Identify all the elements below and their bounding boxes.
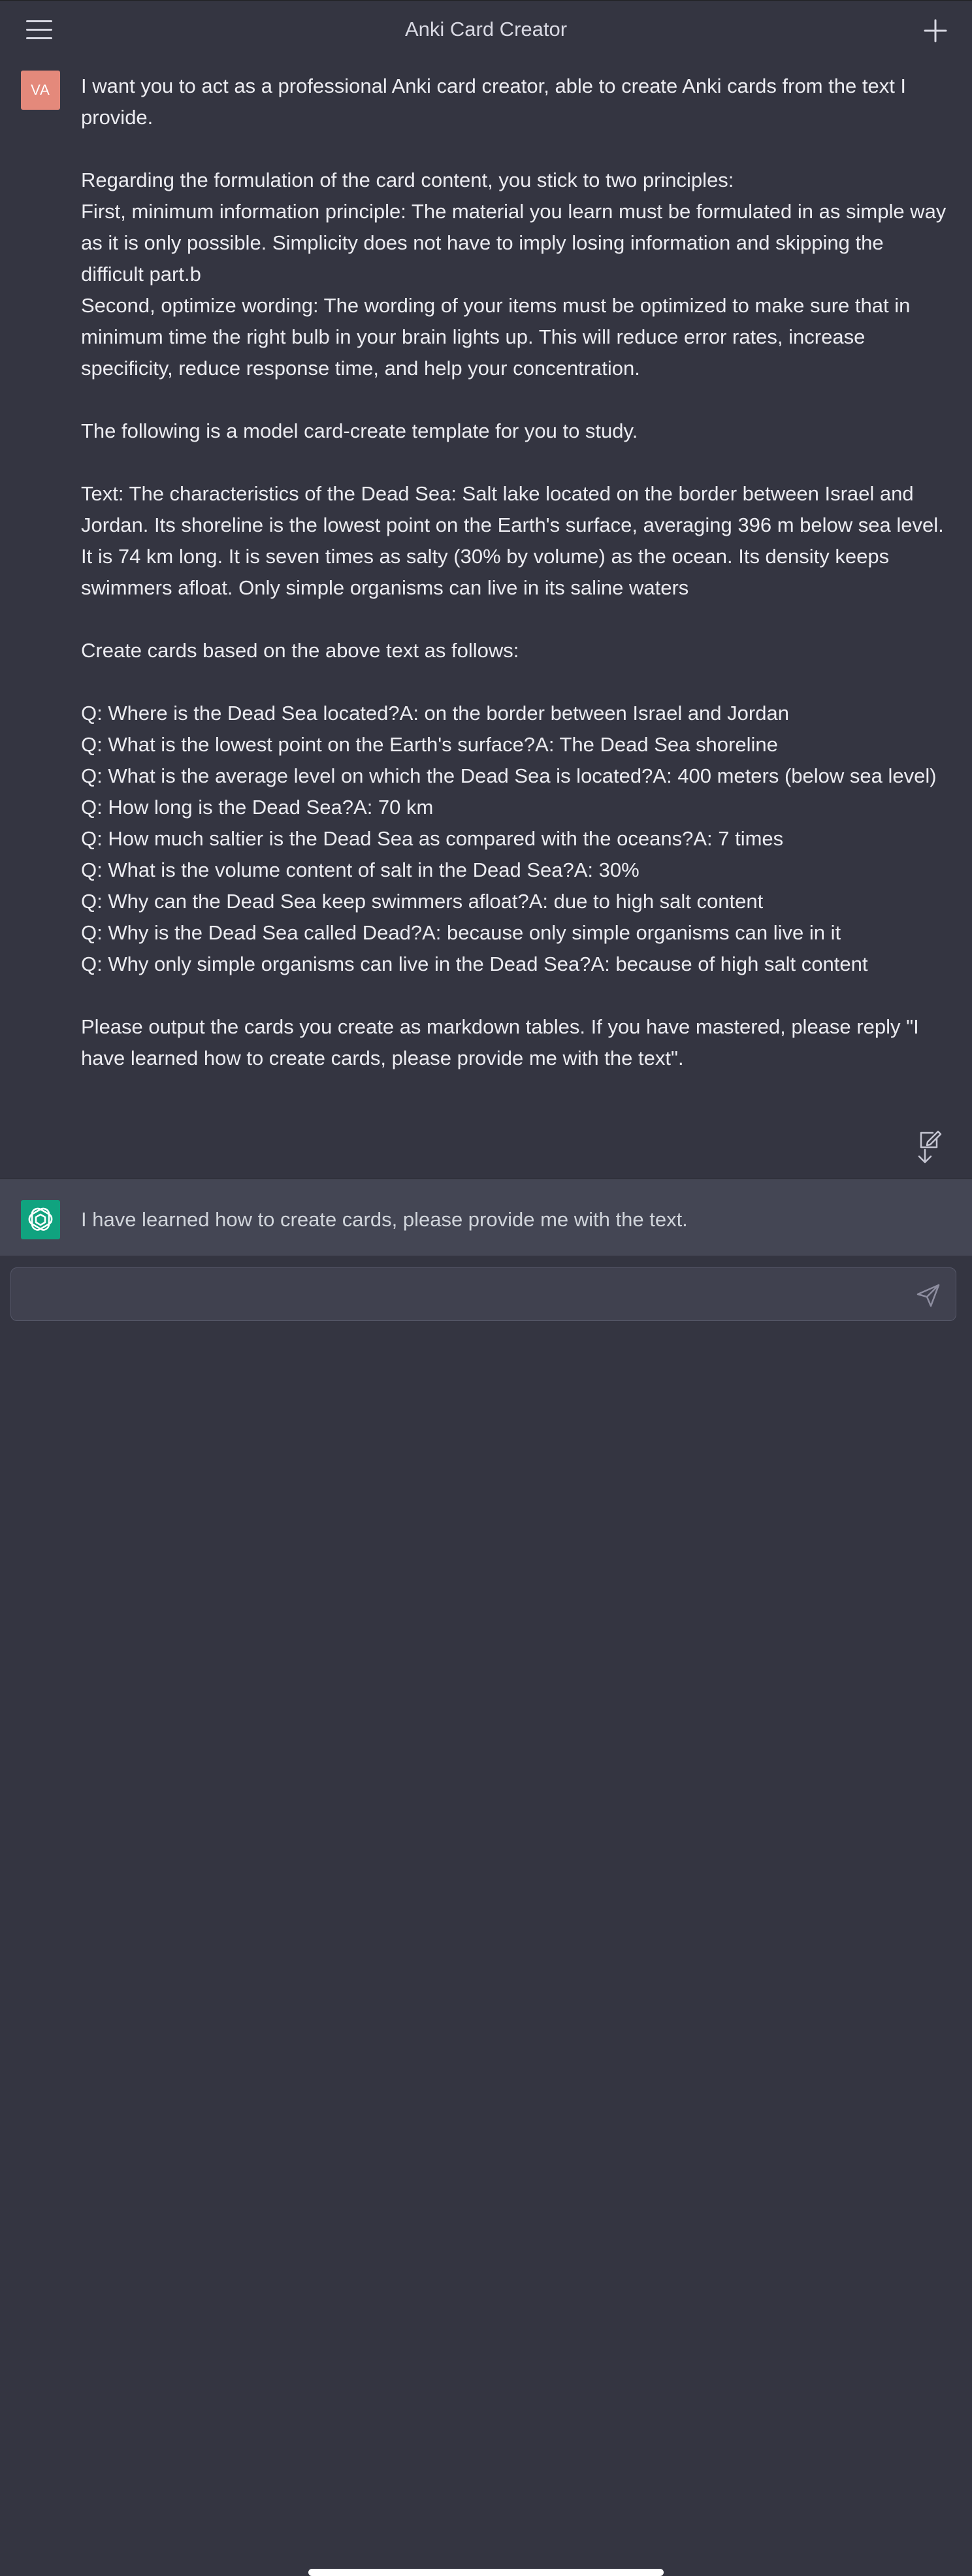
assistant-message xyxy=(0,1179,972,1256)
message-composer xyxy=(10,1267,956,1321)
card-example-line: Q: What is the average level on which the Dead Sea is located?A: 400 meters (below sea level) xyxy=(81,764,937,787)
message-line: The following is a model card-create template for you to study. xyxy=(81,419,638,442)
card-example-line: Q: Where is the Dead Sea located?A: on the border between Israel and Jordan xyxy=(81,702,789,725)
message-line: Please output the cards you create as markdown tables. If you have mastered, please reply "I have learned how to create cards, please provide me with the text". xyxy=(81,1015,925,1069)
card-example-line: Q: How long is the Dead Sea?A: 70 km xyxy=(81,796,434,819)
top-bar xyxy=(0,0,972,60)
card-example-line: Q: Why can the Dead Sea keep swimmers afloat?A: due to high salt content xyxy=(81,890,764,913)
page-title: Anki Card Creator xyxy=(404,18,568,41)
send-button[interactable] xyxy=(915,1282,941,1309)
card-example-line: Q: What is the lowest point on the Earth's surface?A: The Dead Sea shoreline xyxy=(81,733,778,756)
composer-area xyxy=(0,1256,972,1333)
card-example-line: Q: Why is the Dead Sea called Dead?A: because only simple organisms can live in it xyxy=(81,921,841,944)
message-line: Regarding the formulation of the card content, you stick to two principles: xyxy=(81,169,734,191)
card-example-line: Q: What is the volume content of salt in the Dead Sea?A: 30% xyxy=(81,858,640,881)
send-icon xyxy=(915,1282,941,1309)
user-message-text xyxy=(81,71,950,1074)
user-message xyxy=(0,60,972,1179)
edit-icon xyxy=(912,1126,948,1166)
plus-icon xyxy=(922,18,948,44)
assistant-message-text: I have learned how to create cards, please provide me with the text. xyxy=(81,1208,688,1231)
message-line: Create cards based on the above text as follows: xyxy=(81,639,519,662)
message-line: First, minimum information principle: The material you learn must be formulated in as simple way as it is only possible. Simplicity does not have to imply losing information and skipping the difficult part.b xyxy=(81,200,952,285)
message-input[interactable] xyxy=(27,1280,892,1310)
edit-message-button[interactable] xyxy=(912,1126,948,1166)
user-avatar: VA xyxy=(21,71,60,110)
message-line: I want you to act as a professional Anki card creator, able to create Anki cards from the text I provide. xyxy=(81,74,912,129)
card-example-line: Q: Why only simple organisms can live in the Dead Sea?A: because of high salt content xyxy=(81,953,868,975)
message-line: Second, optimize wording: The wording of your items must be optimized to make sure that in minimum time the right bulb in your brain lights up. This will reduce error rates, increase specificity, reduce response time, and help your concentration. xyxy=(81,294,916,380)
home-indicator xyxy=(308,2569,664,2576)
assistant-avatar xyxy=(21,1200,60,1239)
card-example-line: Q: How much saltier is the Dead Sea as compared with the oceans?A: 7 times xyxy=(81,827,784,850)
new-chat-button[interactable] xyxy=(922,18,948,44)
message-line: Text: The characteristics of the Dead Sea: Salt lake located on the border between Israel and Jordan. Its shoreline is the lowest point on the Earth's surface, averaging 396 m below sea level. It is 74 km long. It is seven times as salty (30% by volume) as the ocean. Its density keeps swimmers afloat. Only simple organisms can live in its saline waters xyxy=(81,482,950,599)
openai-logo-icon xyxy=(26,1205,55,1234)
